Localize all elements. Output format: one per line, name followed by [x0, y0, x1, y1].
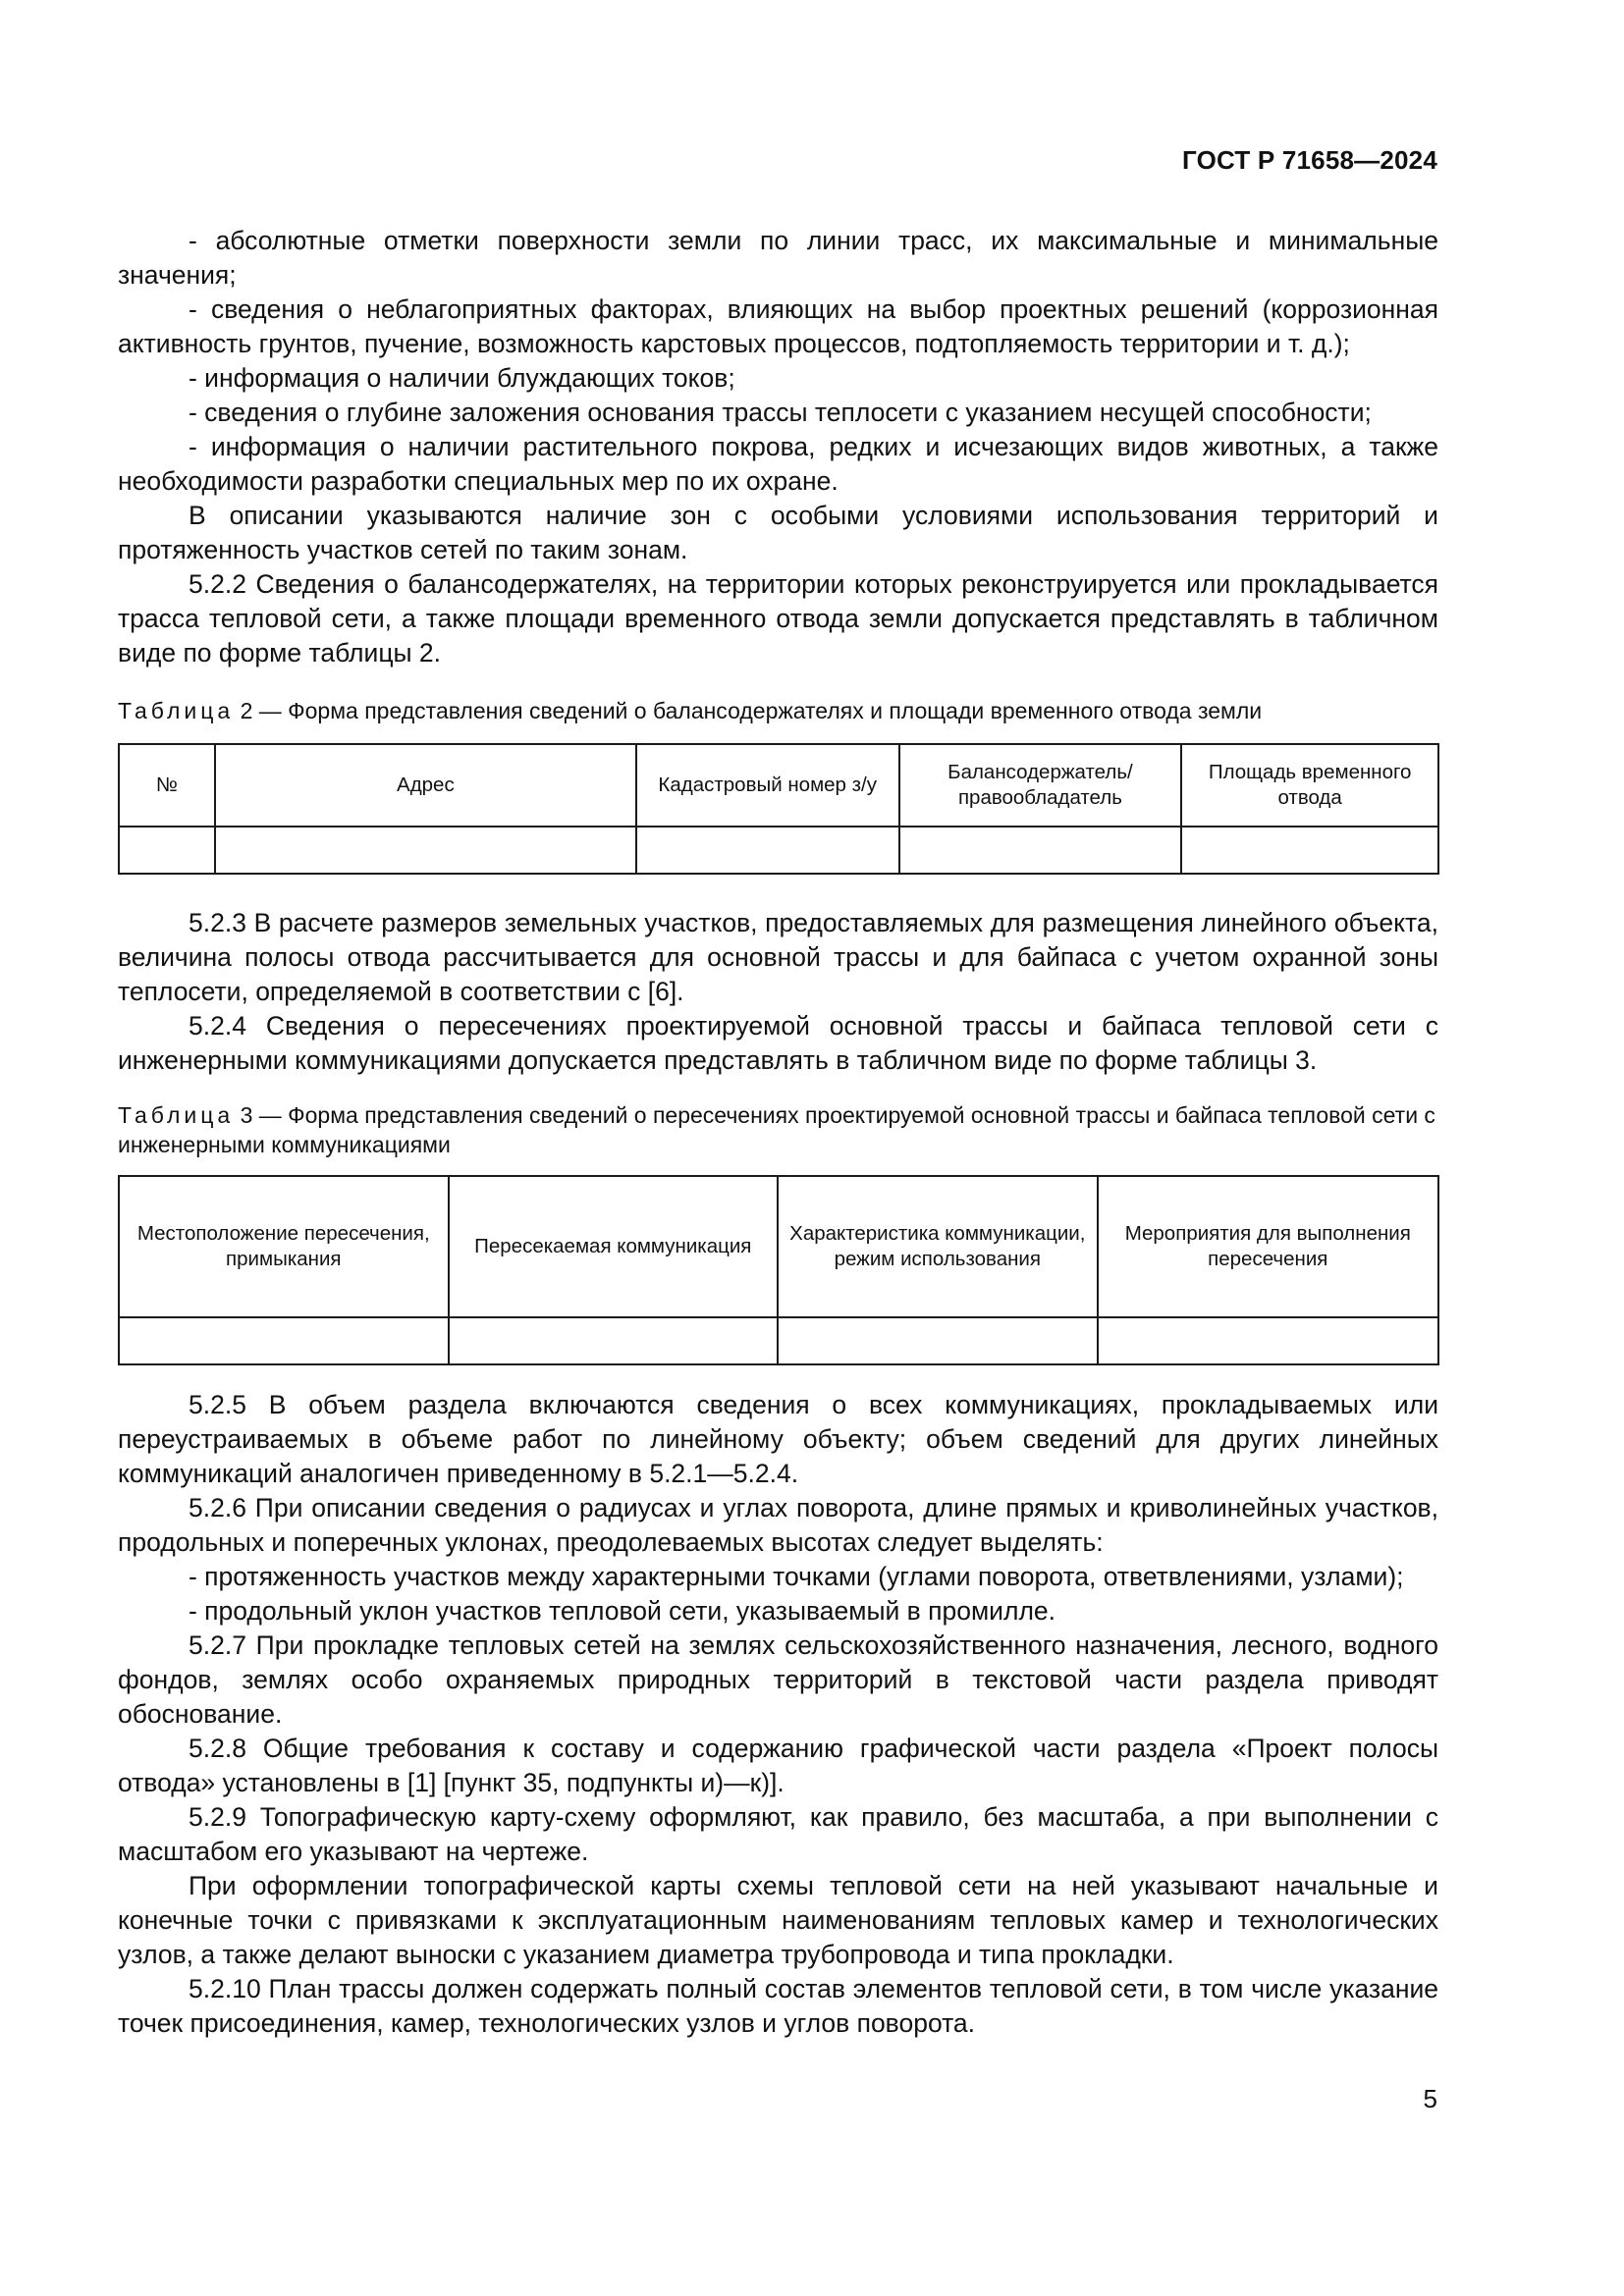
paragraph: - протяженность участков между характерными точками (углами поворота, ответвлениями, узлами);: [189, 1562, 1404, 1591]
table-caption-label: Таблица: [118, 1102, 235, 1128]
table-header-cell: Площадь временного отвода: [1181, 744, 1438, 827]
table-header-cell: Пересекаемая коммуникация: [449, 1176, 778, 1317]
table-2: [118, 743, 1439, 875]
table-header-cell: Балансодержатель/ правообладатель: [899, 744, 1182, 827]
paragraph: 5.2.6 При описании сведения о радиусах и углах поворота, длине прямых и криволинейных участков, продольных и поперечных уклонах, преодолеваемых высотах следует выделять:: [118, 1493, 1438, 1557]
paragraph: - сведения о неблагоприятных факторах, влияющих на выбор проектных решений (коррозионная активность грунтов, пучение, возможность карстовых процессов, подтопляемость территории и т. д.);: [118, 294, 1438, 358]
table-cell: [778, 1317, 1098, 1364]
table-row: [119, 827, 1438, 874]
table-header-cell: Адрес: [215, 744, 636, 827]
paragraph: - абсолютные отметки поверхности земли по линии трасс, их максимальные и минимальные значения;: [118, 226, 1438, 290]
paragraph: 5.2.7 При прокладке тепловых сетей на землях сельскохозяйственного назначения, лесного, водного фондов, землях особо охраняемых природных территорий в текстовой части раздела приводят обоснование.: [118, 1630, 1438, 1729]
table-row: [119, 1317, 1438, 1364]
table-cell: [119, 1317, 449, 1364]
table-cell: [119, 827, 215, 874]
page-number: 5: [1423, 2084, 1437, 2113]
paragraph: - информация о наличии блуждающих токов;: [189, 363, 735, 393]
table-header-cell: Кадастровый номер з/у: [636, 744, 899, 827]
text-block-1: [118, 224, 1438, 670]
table-3: [118, 1175, 1439, 1365]
paragraph: 5.2.2 Сведения о балансодержателях, на территории которых реконструируется или прокладывается трасса тепловой сети, а также площади временного отвода земли допускается представлять в табличном виде по форме таблицы 2.: [118, 569, 1438, 667]
table-header-cell: Мероприятия для выполнения пересечения: [1098, 1176, 1438, 1317]
table-header-cell: Местоположение пересечения, примыкания: [119, 1176, 449, 1317]
table-cell: [1098, 1317, 1438, 1364]
paragraph: - продольный уклон участков тепловой сети, указываемый в промилле.: [189, 1596, 1056, 1626]
table-2-caption: [118, 696, 1438, 725]
paragraph: При оформлении топографической карты схемы тепловой сети на ней указывают начальные и конечные точки с привязками к эксплуатационным наименованиям тепловых камер и технологических узлов, а также делают выноски с указанием диаметра трубопровода и типа прокладки.: [118, 1871, 1438, 1969]
table-cell: [449, 1317, 778, 1364]
table-header-row: [119, 1176, 1438, 1317]
paragraph: 5.2.5 В объем раздела включаются сведения о всех коммуникациях, прокладываемых или переустраиваемых в объеме работ по линейному объекту; объем сведений для других линейных коммуникаций аналогичен приведенному в 5.2.1—5.2.4.: [118, 1390, 1438, 1488]
table-cell: [636, 827, 899, 874]
table-cell: [899, 827, 1182, 874]
paragraph: В описании указываются наличие зон с особыми условиями использования территорий и протяженность участков сетей по таким зонам.: [118, 501, 1438, 564]
text-block-3: [118, 1388, 1438, 2041]
document-designation: ГОСТ Р 71658—2024: [1182, 145, 1437, 175]
table-header-cell: №: [119, 744, 215, 827]
paragraph: 5.2.10 План трассы должен содержать полный состав элементов тепловой сети, в том числе указание точек присоединения, камер, технологических узлов и углов поворота.: [118, 1974, 1438, 2038]
paragraph: - информация о наличии растительного покрова, редких и исчезающих видов животных, а также необходимости разработки специальных мер по их охране.: [118, 432, 1438, 496]
table-caption-text: 2 — Форма представления сведений о балансодержателях и площади временного отвода земли: [240, 698, 1263, 723]
paragraph: 5.2.3 В расчете размеров земельных участков, предоставляемых для размещения линейного объекта, величина полосы отвода рассчитывается для основной трассы и для байпаса с учетом охранной зоны теплосети, определяемой в соответствии с [6].: [118, 908, 1438, 1006]
table-header-cell: Характеристика коммуникации, режим использования: [778, 1176, 1098, 1317]
paragraph: 5.2.4 Сведения о пересечениях проектируемой основной трассы и байпаса тепловой сети с инженерными коммуникациями допускается представлять в табличном виде по форме таблицы 3.: [118, 1011, 1438, 1075]
table-header-row: [119, 744, 1438, 827]
table-3-caption: [118, 1100, 1438, 1159]
paragraph: - сведения о глубине заложения основания трассы теплосети с указанием несущей способности;: [189, 398, 1372, 427]
table-caption-text: 3 — Форма представления сведений о пересечениях проектируемой основной трассы и байпаса тепловой сети с инженерными коммуникациями: [118, 1102, 1435, 1157]
paragraph: 5.2.8 Общие требования к составу и содержанию графической части раздела «Проект полосы отвода» установлены в [1] [пункт 35, подпункты и)—к)].: [118, 1734, 1438, 1797]
table-cell: [215, 827, 636, 874]
text-block-2: [118, 906, 1438, 1078]
table-caption-label: Таблица: [118, 698, 235, 723]
paragraph: 5.2.9 Топографическую карту-схему оформляют, как правило, без масштаба, а при выполнении с масштабом его указывают на чертеже.: [118, 1802, 1438, 1866]
table-cell: [1181, 827, 1438, 874]
